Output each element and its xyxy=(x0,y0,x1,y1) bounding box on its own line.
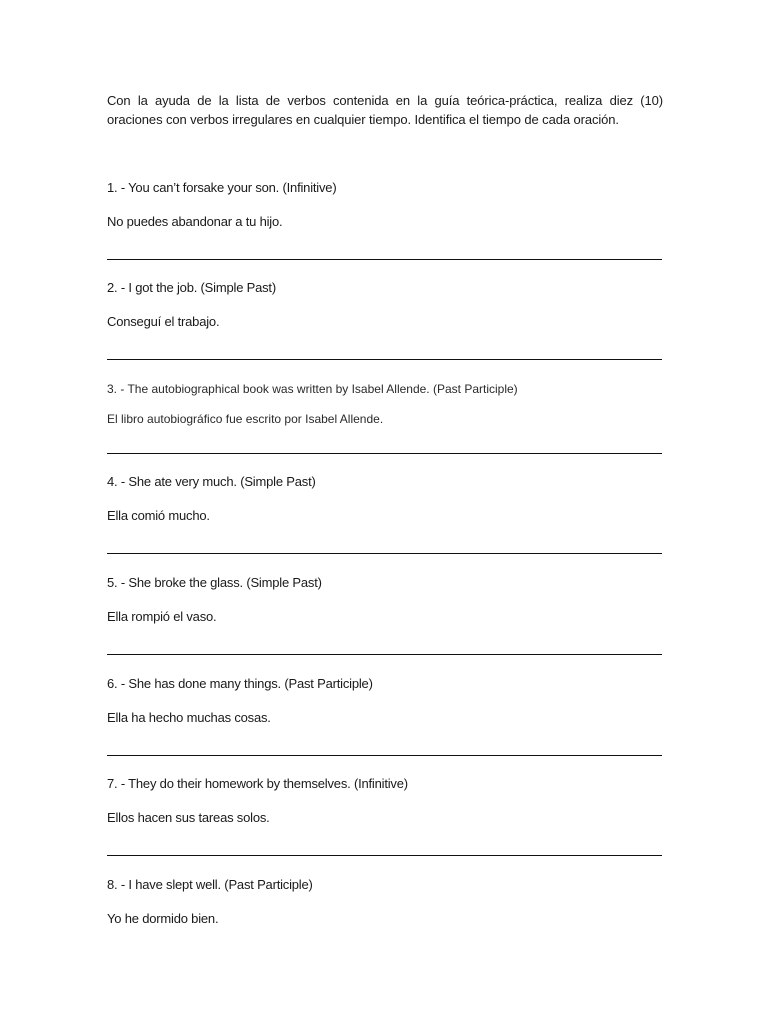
instructions-paragraph: Con la ayuda de la lista de verbos contenida en la guía teórica-práctica, realiza diez (10) oraciones con verbos irregulares en cualquier tiempo. Identifica el tiempo de cada oración. xyxy=(107,93,663,127)
english-sentence: 5. - She broke the glass. (Simple Past) xyxy=(107,575,322,590)
english-sentence: 6. - She has done many things. (Past Participle) xyxy=(107,676,373,691)
answer-line xyxy=(107,755,662,756)
spanish-translation: Yo he dormido bien. xyxy=(107,911,219,926)
answer-line xyxy=(107,359,662,360)
spanish-translation: No puedes abandonar a tu hijo. xyxy=(107,214,283,229)
answer-line xyxy=(107,654,662,655)
english-sentence: 7. - They do their homework by themselves. (Infinitive) xyxy=(107,776,408,791)
english-sentence: 1. - You can’t forsake your son. (Infinitive) xyxy=(107,180,337,195)
spanish-translation: Ella ha hecho muchas cosas. xyxy=(107,710,271,725)
spanish-translation: Ellos hacen sus tareas solos. xyxy=(107,810,270,825)
english-sentence: 3. - The autobiographical book was written by Isabel Allende. (Past Participle) xyxy=(107,382,518,396)
spanish-translation: Ella comió mucho. xyxy=(107,508,210,523)
answer-line xyxy=(107,453,662,454)
answer-line xyxy=(107,259,662,260)
answer-line xyxy=(107,553,662,554)
english-sentence: 8. - I have slept well. (Past Participle) xyxy=(107,877,313,892)
spanish-translation: El libro autobiográfico fue escrito por Isabel Allende. xyxy=(107,412,384,426)
answer-line xyxy=(107,855,662,856)
spanish-translation: Conseguí el trabajo. xyxy=(107,314,220,329)
spanish-translation: Ella rompió el vaso. xyxy=(107,609,217,624)
english-sentence: 2. - I got the job. (Simple Past) xyxy=(107,280,276,295)
english-sentence: 4. - She ate very much. (Simple Past) xyxy=(107,474,316,489)
